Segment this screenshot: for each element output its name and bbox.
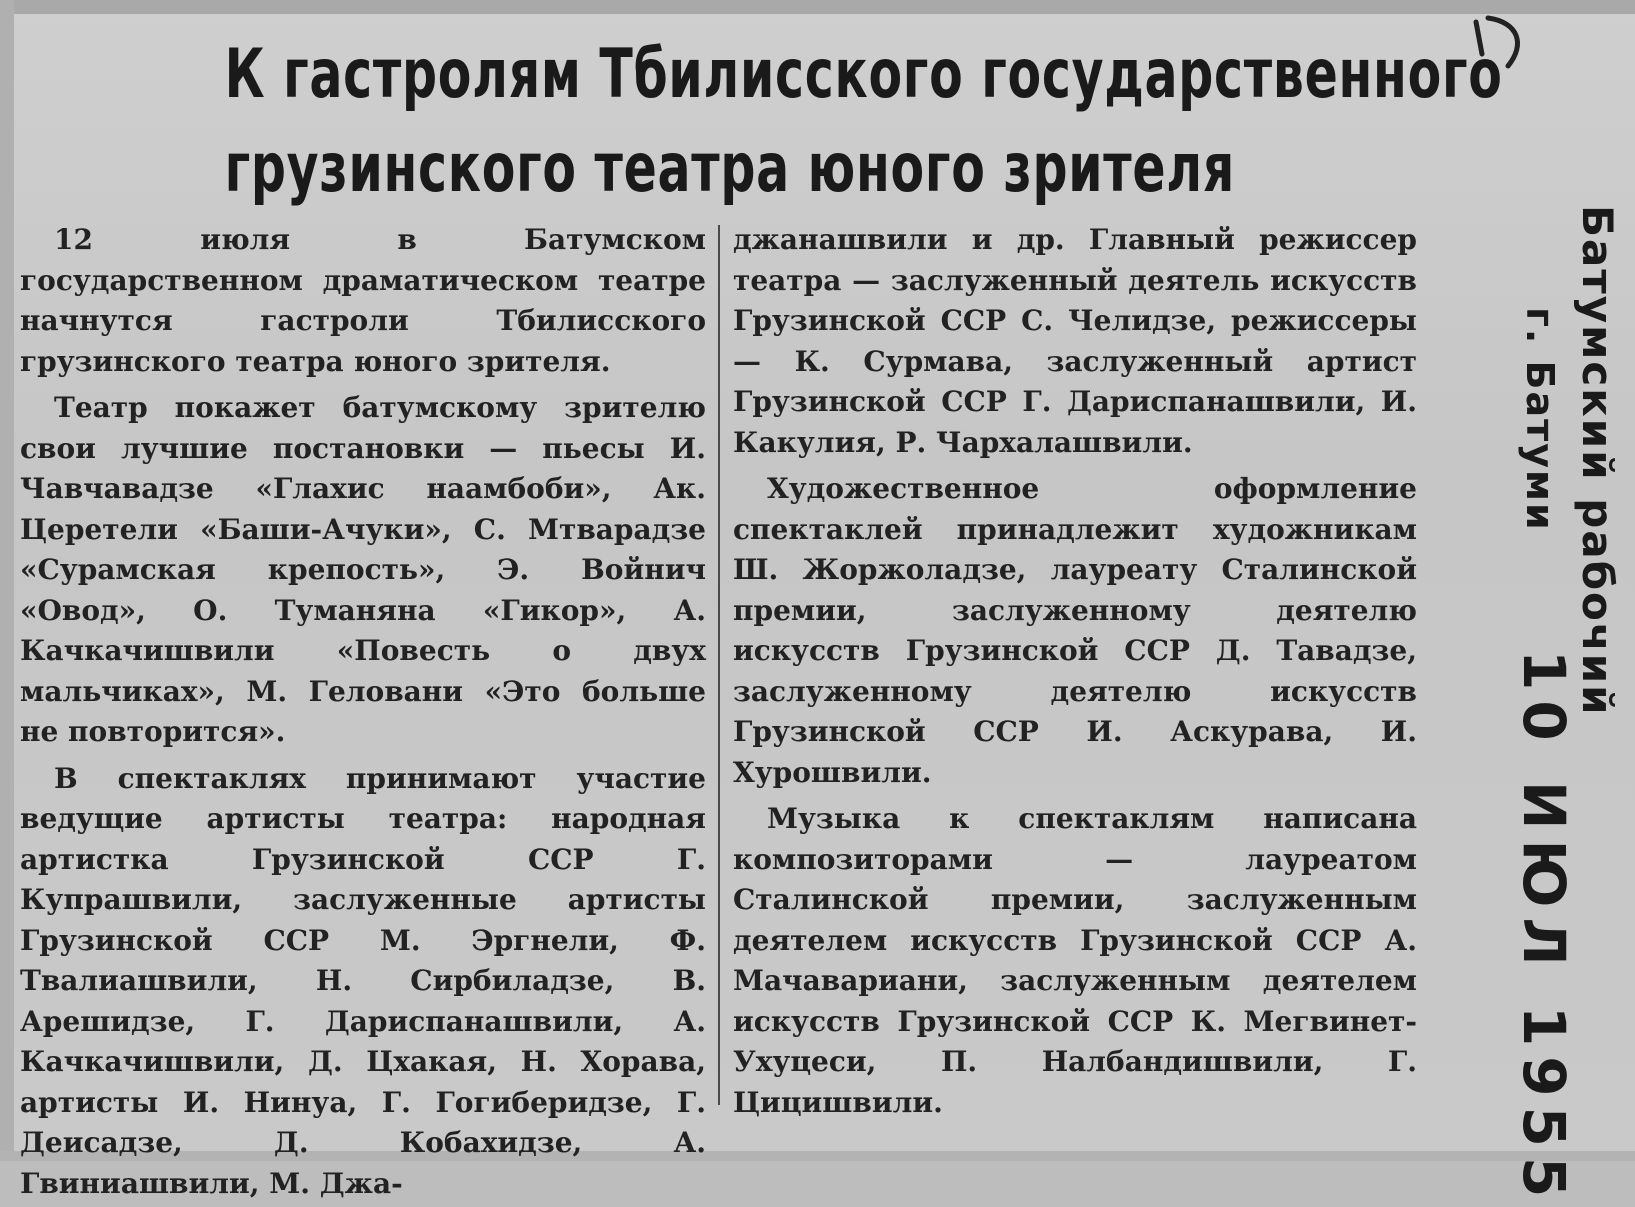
right-column: [733, 220, 1417, 1123]
right-paragraph-2: Художественное оформление спектаклей принадлежит художникам Ш. Жоржоладзе, лауреату Сталинской премии, заслуженному деятелю искусств Грузинской ССР Д. Тавадзе, заслуженному деятелю искусств Грузинской ССР И. Аскурава, И. Хурошвили.: [733, 472, 1417, 789]
handwritten-mark-icon: [1468, 14, 1538, 74]
left-paragraph-2: Театр покажет батумскому зрителю свои лучшие постановки — пьесы И. Чавчавадзе «Глахис наамбоби», Ак. Церетели «Баши-Ачуки», С. Мтварадзе «Сурамская крепость», Э. Войнич «Овод», О. Туманяна «Гикор», А. Качкачишвили «Повесть о двух мальчиках», М. Геловани «Это больше не повторится».: [20, 391, 706, 748]
column-divider: [718, 225, 720, 1105]
stamp-city: г. Батуми: [1518, 307, 1562, 532]
left-scan-edge: [0, 0, 14, 1161]
left-column: [20, 220, 706, 1204]
top-scan-edge: [0, 0, 1635, 14]
article-headline: [224, 28, 1503, 216]
stamp-date: 10 ИЮЛ 1955: [1510, 650, 1578, 1207]
archive-stamp: [1470, 205, 1622, 1207]
left-paragraph-1: 12 июля в Батумском государственном драматическом театре начнутся гастроли Тбилисского грузинского театра юного зрителя.: [20, 223, 706, 378]
stamp-newspaper-name: Батумский рабочий: [1573, 205, 1622, 717]
headline-line-2: грузинского театра юного зрителя: [224, 129, 1236, 208]
right-paragraph-1: джанашвили и др. Главный режиссер театра — заслуженный деятель искусств Грузинской ССР С. Челидзе, режиссеры — К. Сурмава, заслуженный артист Грузинской ССР Г. Дариспанашвили, И. Какулия, Р. Чархалашвили.: [733, 223, 1417, 459]
left-paragraph-3: В спектаклях принимают участие ведущие артисты театра: народная артистка Грузинской ССР Г. Купрашвили, заслуженные артисты Грузинской ССР М. Эргнели, Ф. Твалиашвили, Н. Сирбиладзе, В. Арешидзе, Г. Дариспанашвили, А. Качкачишвили, Д. Цхакая, Н. Хорава, артисты И. Нинуа, Г. Гогиберидзе, Г. Деисадзе, Д. Кобахидзе, А. Гвиниашвили, М. Джа-: [20, 761, 706, 1200]
headline-line-1: К гастролям Тбилисского государственного: [224, 35, 1503, 114]
right-paragraph-3: Музыка к спектаклям написана композиторами — лауреатом Сталинской премии, заслуженным деятелем искусств Грузинской ССР А. Мачавариани, заслуженным деятелем искусств Грузинской ССР К. Мегвинет-Ухуцеси, П. Налбандишвили, Г. Цицишвили.: [733, 802, 1417, 1119]
